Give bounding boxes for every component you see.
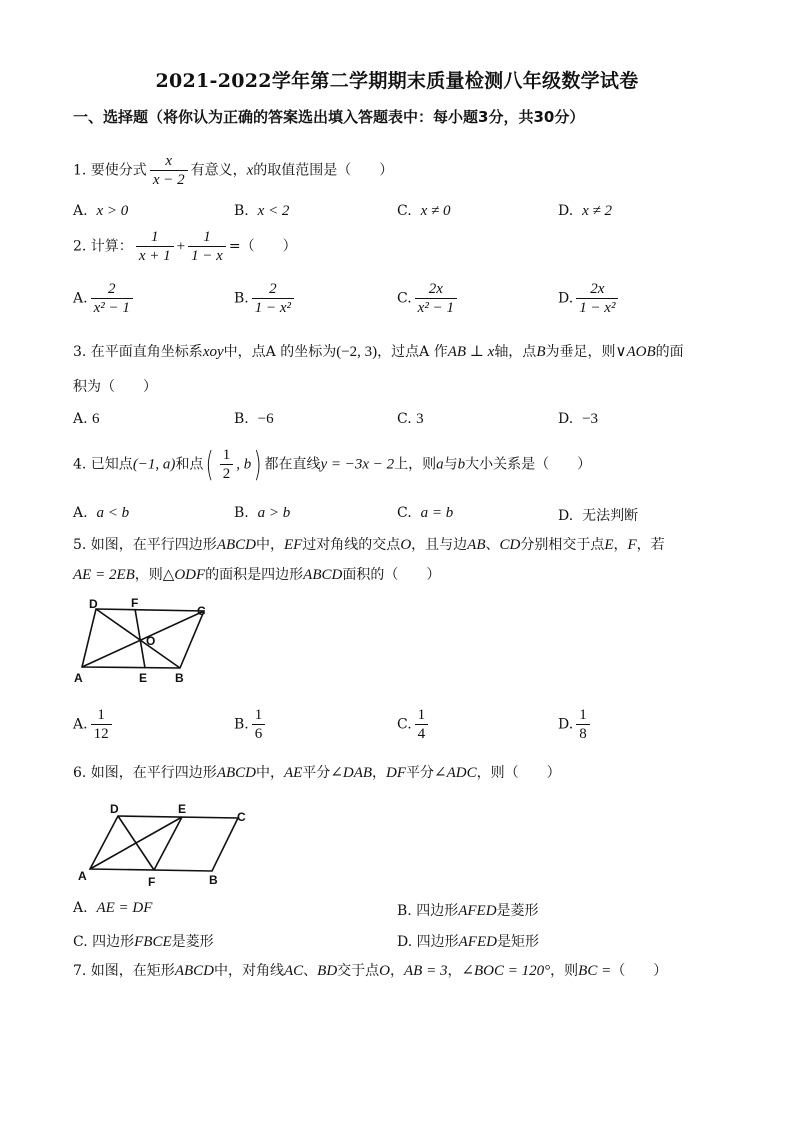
option-fraction [415, 280, 457, 317]
q7-bd: BD [317, 963, 338, 979]
q3-option-d[interactable] [558, 411, 598, 428]
q6-text: 平分 [406, 765, 435, 781]
option-num: 2 [252, 280, 294, 299]
option-letter: B. [397, 903, 412, 919]
q6-adc: ∠ADC [434, 765, 477, 781]
q5-text: ，则 [134, 567, 163, 583]
q3-tri: ∨AOB [615, 344, 656, 360]
q3-text: ，过点A 作 [377, 344, 448, 360]
option-expr: AFED [458, 903, 497, 919]
q5-option-a[interactable] [73, 706, 115, 743]
q7-bc: BC = [578, 963, 612, 979]
q4-left-paren: ( [206, 444, 215, 485]
q5-label-c: C [197, 604, 206, 618]
q2-fraction-1 [136, 228, 174, 265]
q4-p2-b: , b [236, 456, 252, 473]
q5-diagonal-bd [96, 609, 180, 668]
q5-text: ， [613, 537, 628, 553]
q4-p2-den: 2 [222, 466, 231, 482]
q1-frac-den: x − 2 [152, 172, 185, 188]
q3-text: 中，点A 的坐标为 [223, 344, 337, 360]
q4-p2-num: 1 [220, 446, 234, 465]
q6-text: ， [372, 765, 387, 781]
question-4 [73, 446, 591, 483]
q6-dab: ∠DAB [330, 765, 373, 781]
q5-text: 面积的（ ） [342, 567, 441, 583]
q4-text: 和点 [175, 456, 204, 473]
q4-text: 上，则 [394, 456, 437, 473]
q7-text: ， [390, 963, 404, 979]
q4-var-a: a [436, 456, 444, 473]
q6-df: DF [386, 765, 407, 781]
q7-o: O [379, 963, 390, 979]
option-den: 4 [417, 726, 426, 742]
option-letter: B. [234, 411, 249, 427]
q5-o: O [400, 537, 412, 553]
option-num: 1 [415, 706, 429, 725]
option-expr: a < b [96, 505, 130, 521]
q6-text: ，则（ ） [476, 765, 561, 781]
q1-frac-num: x [150, 152, 188, 171]
q1-fraction [150, 152, 188, 189]
q5-label-e: E [139, 671, 148, 685]
q5-parallelogram-figure [70, 596, 220, 688]
q4-point-2-frac [220, 446, 234, 483]
q5-cond: AE = 2EB [73, 567, 135, 583]
q4-line-eq: y = −3x − 2 [320, 456, 395, 473]
question-3-line-2 [73, 377, 157, 397]
q6-text: 6. 如图，在平行四边形 [73, 765, 217, 781]
option-expr: x > 0 [96, 203, 129, 219]
q7-ab: AB = 3 [404, 963, 448, 979]
q2-text-end: =（ ） [228, 238, 297, 255]
q6-parallelogram [90, 816, 238, 871]
option-expr: x < 2 [257, 203, 290, 219]
option-pre: 四边形 [416, 934, 459, 950]
option-pre: 四边形 [92, 934, 135, 950]
option-fraction [576, 706, 590, 743]
question-7 [73, 961, 667, 981]
q3-text: 积为（ ） [73, 379, 157, 395]
q2-plus: + [176, 238, 186, 255]
option-letter: B. [234, 290, 249, 307]
q6-text: 中， [255, 765, 284, 781]
q4-text: 都在直线 [264, 456, 321, 473]
option-expr: −3 [582, 411, 599, 427]
option-letter: D. [558, 716, 574, 733]
option-letter: C. [397, 203, 412, 219]
q6-ae: AE [283, 765, 303, 781]
q4-right-paren: ) [253, 444, 262, 485]
q2-f1-den: x + 1 [138, 248, 171, 264]
option-expr: −6 [257, 411, 274, 427]
option-fraction [252, 280, 294, 317]
option-den: 1 − x² [579, 300, 616, 316]
question-1 [73, 152, 393, 189]
q6-segment-df [118, 816, 154, 870]
q5-ab: AB [467, 537, 486, 553]
option-num: 1 [576, 706, 590, 725]
q1-option-c[interactable] [397, 203, 450, 220]
option-fraction [415, 706, 429, 743]
q3-text: 3. 在平面直角坐标系 [73, 344, 203, 360]
q6-label-b: B [209, 873, 218, 887]
option-den: x² − 1 [417, 300, 454, 316]
q2-option-b[interactable] [234, 280, 297, 317]
option-letter: C. [397, 411, 412, 427]
option-letter: C. [73, 934, 88, 950]
q2-f1-num: 1 [136, 228, 174, 247]
q4-text: 与 [443, 456, 458, 473]
question-5 [73, 535, 665, 555]
option-letter: B. [234, 505, 249, 521]
q5-f: F [627, 537, 637, 553]
q5-text: ，且与边 [411, 537, 468, 553]
q5-text: 分别相交于点 [520, 537, 605, 553]
option-num: 1 [252, 706, 266, 725]
option-num: 1 [91, 706, 112, 725]
section-heading: 一、选择题（将你认为正确的答案选出填入答题表中：每小题3分，共30分） [73, 108, 585, 126]
option-fraction [252, 706, 266, 743]
q3-xoy: xoy [202, 344, 224, 360]
question-6 [73, 763, 561, 783]
q1-text-mid: 有意义， [190, 162, 247, 179]
q3-perp: AB ⊥ x [447, 344, 495, 360]
q1-text: 1. 要使分式 [73, 162, 147, 179]
q5-cd: CD [499, 537, 521, 553]
option-den: 8 [579, 726, 587, 742]
option-den: 6 [254, 726, 263, 742]
option-letter: A. [73, 900, 88, 916]
option-letter: A. [73, 203, 88, 219]
q6-option-a[interactable] [73, 900, 152, 917]
option-letter: A. [73, 716, 88, 733]
q3-option-b[interactable] [234, 411, 274, 428]
option-fraction [91, 280, 133, 317]
q2-option-a[interactable] [73, 280, 136, 317]
q6-label-d: D [110, 802, 119, 816]
q5-label-b: B [175, 671, 184, 685]
q5-ef: EF [283, 537, 303, 553]
q4-point-1: (−1, a) [132, 456, 176, 473]
q6-label-a: A [78, 869, 87, 883]
q7-abcd: ABCD [174, 963, 214, 979]
q5-label-a: A [74, 671, 83, 685]
q5-text: 过对角线的交点 [302, 537, 401, 553]
q1-text-end: 的取值范围是（ ） [253, 162, 394, 179]
option-expr: AFED [458, 934, 497, 950]
option-den: 12 [93, 726, 109, 742]
q5-text: 中， [255, 537, 284, 553]
question-3 [73, 342, 684, 362]
q5-abcd-2: ABCD [303, 567, 343, 583]
option-letter: D. [558, 290, 574, 307]
q5-option-b[interactable] [234, 706, 268, 743]
q6-label-c: C [237, 810, 246, 824]
option-expr: FBCE [134, 934, 172, 950]
q4-option-d[interactable] [558, 505, 638, 525]
q2-fraction-2 [188, 228, 226, 265]
q5-option-d[interactable] [558, 706, 593, 743]
q5-text: 、 [485, 537, 500, 553]
q4-var-b: b [457, 456, 466, 473]
q6-option-c[interactable] [73, 931, 214, 951]
option-letter: D. [397, 934, 413, 950]
option-expr: x ≠ 2 [582, 203, 612, 219]
q6-text: 平分 [302, 765, 331, 781]
q2-option-c[interactable] [397, 280, 460, 317]
q3-option-a[interactable] [73, 411, 100, 428]
q6-label-f: F [148, 875, 156, 889]
option-den: 1 − x² [254, 300, 292, 316]
question-2 [73, 228, 297, 265]
q6-label-e: E [178, 802, 187, 816]
option-post: 是菱形 [171, 934, 214, 950]
option-fraction [576, 280, 618, 317]
option-expr: a = b [420, 505, 454, 521]
q7-ac: AC [283, 963, 304, 979]
q1-var: x [246, 162, 254, 179]
q4-option-a[interactable] [73, 505, 129, 522]
q7-text: ，则 [550, 963, 579, 979]
option-expr: x ≠ 0 [420, 203, 451, 219]
q7-text: ， [447, 963, 462, 979]
q1-option-a[interactable] [73, 203, 128, 220]
q6-abcd: ABCD [216, 765, 256, 781]
option-letter: A. [73, 411, 88, 427]
q5-text: 的面积是四边形 [205, 567, 304, 583]
q5-label-o: O [146, 634, 156, 648]
q6-option-d[interactable] [397, 931, 539, 951]
option-post: 是矩形 [496, 934, 539, 950]
option-num: 2x [576, 280, 618, 299]
q7-text: （ ） [611, 963, 668, 979]
q7-boc: ∠BOC = 120° [461, 963, 551, 979]
option-letter: B. [234, 203, 249, 219]
question-5-line-2 [73, 565, 440, 585]
option-num: 2 [91, 280, 133, 299]
q7-text: 交于点 [337, 963, 380, 979]
q7-text: 中，对角线 [213, 963, 284, 979]
q5-abcd: ABCD [216, 537, 256, 553]
q5-odf: △ODF [162, 567, 206, 583]
q3-text: 为垂足，则 [545, 344, 616, 360]
option-expr: AE = DF [96, 900, 153, 916]
option-num: 2x [415, 280, 457, 299]
q4-option-b[interactable] [234, 505, 290, 522]
page-title: 2021-2022学年第二学期期末质量检测八年级数学试卷 [155, 70, 639, 92]
q3-coord: (−2, 3) [336, 344, 378, 360]
option-letter: B. [234, 716, 249, 733]
option-pre: 四边形 [416, 903, 459, 919]
q2-text: 2. 计算： [73, 238, 133, 255]
q3-option-c[interactable] [397, 411, 424, 428]
q1-option-b[interactable] [234, 203, 289, 220]
q3-text: 轴，点 [494, 344, 537, 360]
option-letter: D. [558, 203, 574, 219]
q1-option-d[interactable] [558, 203, 612, 220]
option-den: x² − 1 [93, 300, 130, 316]
q6-parallelogram-figure [72, 798, 257, 890]
q5-label-d: D [89, 597, 98, 611]
option-letter: C. [397, 505, 412, 521]
q7-text: 7. 如图，在矩形 [73, 963, 175, 979]
option-letter: D. [558, 411, 574, 427]
option-letter: C. [397, 716, 412, 733]
q5-e: E [604, 537, 614, 553]
q5-text: 5. 如图，在平行四边形 [73, 537, 217, 553]
q2-f2-num: 1 [188, 228, 226, 247]
q5-label-f: F [131, 596, 139, 610]
option-expr: 6 [92, 411, 100, 427]
q2-option-d[interactable] [558, 280, 621, 317]
q3-b: B [536, 344, 546, 360]
q6-option-b[interactable] [397, 900, 539, 920]
option-letter: A. [73, 505, 88, 521]
option-fraction [91, 706, 112, 743]
q4-option-c[interactable] [397, 505, 453, 522]
option-expr: a > b [257, 505, 291, 521]
q4-text: 4. 已知点 [73, 456, 133, 473]
q3-text: 的面 [655, 344, 684, 360]
q5-text: ，若 [636, 537, 665, 553]
option-post: 是菱形 [496, 903, 539, 919]
q2-f2-den: 1 − x [191, 248, 223, 264]
option-expr: 3 [416, 411, 424, 427]
q4-text: 大小关系是（ ） [465, 456, 592, 473]
option-expr: 无法判断 [582, 508, 639, 524]
q7-text: 、 [303, 963, 318, 979]
option-letter: A. [73, 290, 88, 307]
option-letter: C. [397, 290, 412, 307]
q5-option-c[interactable] [397, 706, 431, 743]
option-letter: D. [558, 508, 574, 524]
